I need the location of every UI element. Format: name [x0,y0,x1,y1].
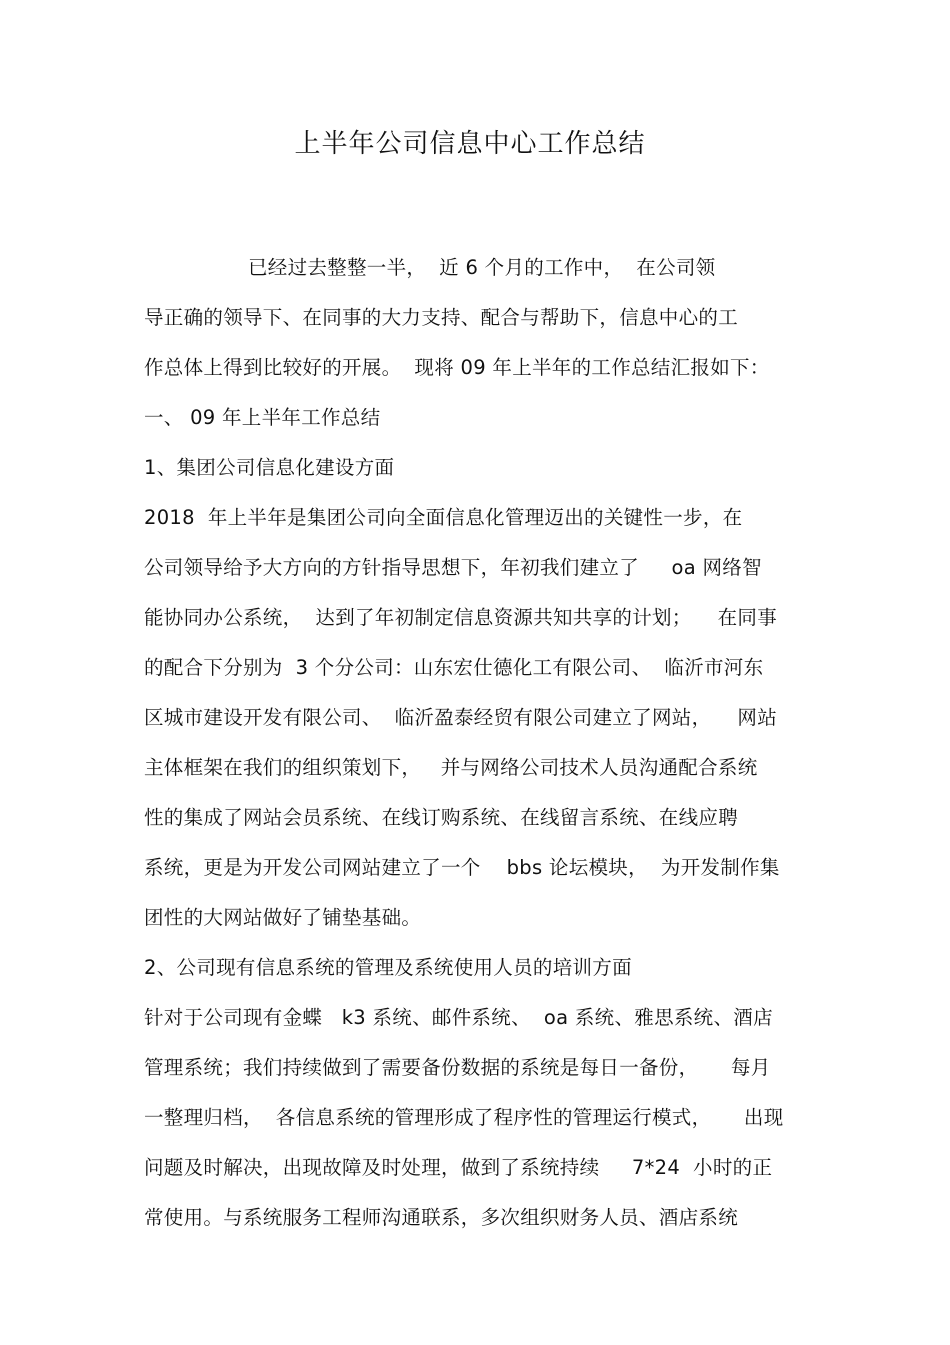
body-line-14: 团性的大网站做好了铺垫基础。 [144,906,422,929]
body-line-16: 针对于公司现有金蝶 k3 系统、邮件系统、 oa 系统、雅思系统、酒店 [144,1006,773,1029]
subsection-heading-2: 2、公司现有信息系统的管理及系统使用人员的培训方面 [144,956,632,979]
body-line-9: 的配合下分别为 3 个分公司：山东宏仕德化工有限公司、 临沂市河东 [144,656,764,679]
body-line-13: 系统，更是为开发公司网站建立了一个 bbs 论坛模块， 为开发制作集 [144,856,780,879]
body-line-1: 已经过去整整一半， 近 6 个月的工作中， 在公司领 [144,256,716,279]
body-line-20: 常使用。与系统服务工程师沟通联系，多次组织财务人员、酒店系统 [144,1206,739,1229]
body-line-7: 公司领导给予大方向的方针指导思想下，年初我们建立了 oa 网络智 [144,556,762,579]
body-line-18: 一整理归档， 各信息系统的管理形成了程序性的管理运行模式， 出现 [144,1106,784,1129]
body-line-2: 导正确的领导下、在同事的大力支持、配合与帮助下，信息中心的工 [144,306,739,329]
body-line-10: 区城市建设开发有限公司、 临沂盈泰经贸有限公司建立了网站， 网站 [144,706,777,729]
body-line-3: 作总体上得到比较好的开展。 现将 09 年上半年的工作总结汇报如下： [144,356,770,379]
subsection-heading-1: 1、集团公司信息化建设方面 [144,456,395,479]
document-title: 上半年公司信息中心工作总结 [294,129,646,159]
body-line-11: 主体框架在我们的组织策划下， 并与网络公司技术人员沟通配合系统 [144,756,758,779]
body-line-19: 问题及时解决，出现故障及时处理，做到了系统持续 7*24 小时的正 [144,1156,773,1179]
body-line-12: 性的集成了网站会员系统、在线订购系统、在线留言系统、在线应聘 [144,806,739,829]
body-line-17: 管理系统；我们持续做到了需要备份数据的系统是每日一备份， 每月 [144,1056,771,1079]
body-line-6: 2018 年上半年是集团公司向全面信息化管理迈出的关键性一步，在 [144,506,743,529]
section-heading: 一、 09 年上半年工作总结 [144,406,381,429]
body-line-8: 能协同办公系统， 达到了年初制定信息资源共知共享的计划； 在同事 [144,606,777,629]
